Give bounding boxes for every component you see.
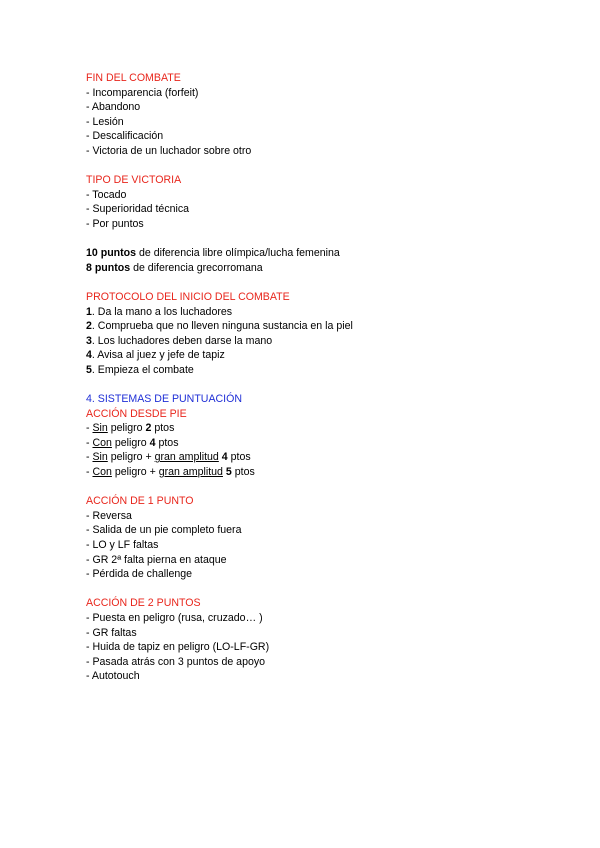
heading-accion-1-punto: ACCIÓN DE 1 PUNTO <box>86 495 194 508</box>
scoring-text: peligro <box>107 422 146 435</box>
list-item: - GR faltas <box>86 626 137 639</box>
points-value: 4 <box>149 436 156 449</box>
underlined-word: Con <box>92 466 112 479</box>
points-unit: ptos <box>155 436 179 449</box>
points-bold: 10 puntos <box>86 247 137 260</box>
list-item: - Autotouch <box>86 670 140 683</box>
points-value: 5 <box>225 466 232 479</box>
underlined-phrase: gran amplitud <box>154 451 219 464</box>
underlined-phrase: gran amplitud <box>158 466 223 479</box>
heading-protocolo: PROTOCOLO DEL INICIO DEL COMBATE <box>86 290 290 303</box>
list-item: - Pérdida de challenge <box>86 568 193 581</box>
protocol-step <box>86 348 566 363</box>
list-item: - Lesión <box>86 115 124 128</box>
protocol-step <box>86 334 566 349</box>
scoring-item <box>86 421 566 436</box>
step-number: 2 <box>86 320 92 333</box>
step-text: . Comprueba que no lleven ninguna sustancia en la piel <box>91 320 353 333</box>
protocol-step <box>86 305 566 320</box>
list-item: - Puesta en peligro (rusa, cruzado… ) <box>86 611 263 624</box>
step-number: 3 <box>86 334 92 347</box>
protocol-step <box>86 319 566 334</box>
heading-accion-desde-pie: ACCIÓN DESDE PIE <box>86 407 187 420</box>
scoring-text: peligro <box>111 436 150 449</box>
list-item: - Por puntos <box>86 217 144 230</box>
underlined-word: Sin <box>92 422 108 435</box>
list-item: - Superioridad técnica <box>86 203 190 216</box>
difference-line <box>86 246 566 261</box>
heading-sistemas-de-puntuacion: 4. SISTEMAS DE PUNTUACIÓN <box>86 393 242 406</box>
scoring-text: peligro + <box>111 466 159 479</box>
difference-text: de diferencia libre olímpica/lucha femenina <box>136 247 340 260</box>
step-text: . Empieza el combate <box>91 363 194 376</box>
dash: - <box>86 466 93 479</box>
list-item: - Pasada atrás con 3 puntos de apoyo <box>86 655 266 668</box>
list-item: - Huida de tapiz en peligro (LO-LF-GR) <box>86 641 270 654</box>
dash: - <box>86 436 93 449</box>
protocol-step <box>86 363 566 378</box>
list-item: - Incomparencia (forfeit) <box>86 86 199 99</box>
dash: - <box>86 422 93 435</box>
list-item: - Victoria de un luchador sobre otro <box>86 144 252 157</box>
points-unit: ptos <box>231 466 255 479</box>
step-text: . Da la mano a los luchadores <box>91 305 233 318</box>
list-item: - Descalificación <box>86 130 164 143</box>
scoring-item <box>86 465 566 480</box>
heading-tipo-de-victoria: TIPO DE VICTORIA <box>86 174 182 187</box>
document-content <box>86 71 566 684</box>
dash: - <box>86 451 93 464</box>
points-value: 4 <box>221 451 228 464</box>
list-item: - LO y LF faltas <box>86 539 159 551</box>
list-item: - Reversa <box>86 509 132 522</box>
list-item: - Tocado <box>86 188 127 201</box>
step-number: 4 <box>86 349 92 362</box>
heading-fin-del-combate: FIN DEL COMBATE <box>86 72 181 84</box>
scoring-text: peligro + <box>107 451 155 464</box>
scoring-item <box>86 450 566 465</box>
underlined-word: Con <box>92 436 112 449</box>
heading-accion-2-puntos: ACCIÓN DE 2 PUNTOS <box>86 597 201 610</box>
points-unit: ptos <box>227 451 251 464</box>
difference-line <box>86 261 566 276</box>
list-item: - Abandono <box>86 101 141 114</box>
points-bold: 8 puntos <box>86 261 131 274</box>
step-number: 1 <box>86 305 92 318</box>
step-text: . Los luchadores deben darse la mano <box>91 334 273 347</box>
difference-text: de diferencia grecorromana <box>130 261 263 274</box>
scoring-item <box>86 436 566 451</box>
list-item: - GR 2ª falta pierna en ataque <box>86 553 227 566</box>
step-text: . Avisa al juez y jefe de tapiz <box>91 349 225 362</box>
underlined-word: Sin <box>92 451 108 464</box>
points-value: 2 <box>145 422 152 435</box>
list-item: - Salida de un pie completo fuera <box>86 524 242 537</box>
step-number: 5 <box>86 363 92 376</box>
points-unit: ptos <box>151 422 175 435</box>
